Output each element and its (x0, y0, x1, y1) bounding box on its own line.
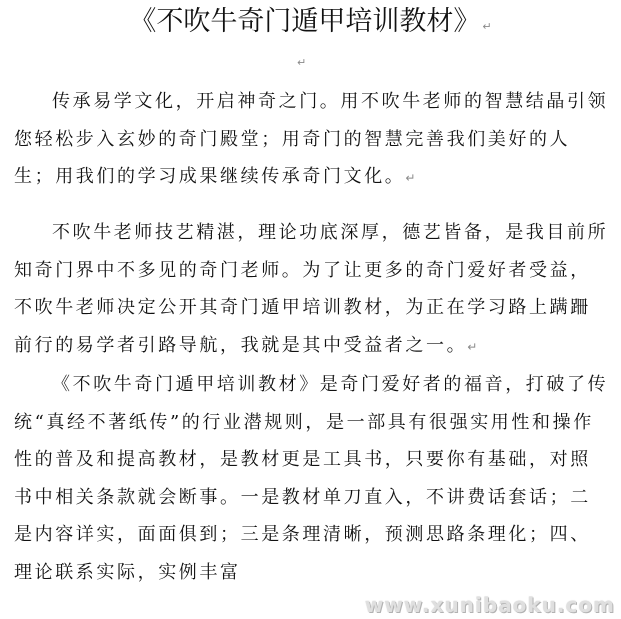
paragraph-3-text: 《不吹牛奇门遁甲培训教材》是奇门爱好者的福音，打破了传统“真经不著纸传”的行业潜规则，是一部具有很强实用性和操作性的普及和提高教材，是教材更是工具书，只要你有基础，对照书中相关条款就会断事。一是教材单刀直入，不讲费话套话；二是内容详实，面面俱到；三是条理清晰，预测思路条理化；四、理论联系实际，实例丰富 (14, 374, 609, 583)
title-text: 《不吹牛奇门遁甲培训教材》 (129, 6, 481, 37)
document-title (0, 2, 621, 47)
paragraph-mark-icon: ↵ (482, 20, 492, 33)
paragraph-3 (14, 366, 611, 592)
paragraph-2 (14, 214, 611, 366)
paragraph-2-text: 不吹牛老师技艺精湛，理论功底深厚，德艺皆备，是我目前所知奇门界中不多见的奇门老师。为了让更多的奇门爱好者受益，不吹牛老师决定公开其奇门遁甲培训教材，为正在学习路上蹒跚前行的易学者引路导航，我就是其中受益者之一。 (14, 222, 609, 356)
paragraph-mark-icon: ↵ (405, 171, 419, 186)
site-watermark: www.xunibaoku.com (364, 593, 615, 617)
paragraph-1-text: 传承易学文化，开启神奇之门。用不吹牛老师的智慧结晶引领您轻松步入玄妙的奇门殿堂；用奇门的智慧完善我们美好的人生；用我们的学习成果继续传承奇门文化。 (14, 91, 609, 188)
paragraph-mark-icon: ↵ (467, 339, 480, 354)
empty-line-paragraph-mark-icon: ↵ (297, 56, 307, 69)
paragraph-1 (14, 83, 611, 198)
